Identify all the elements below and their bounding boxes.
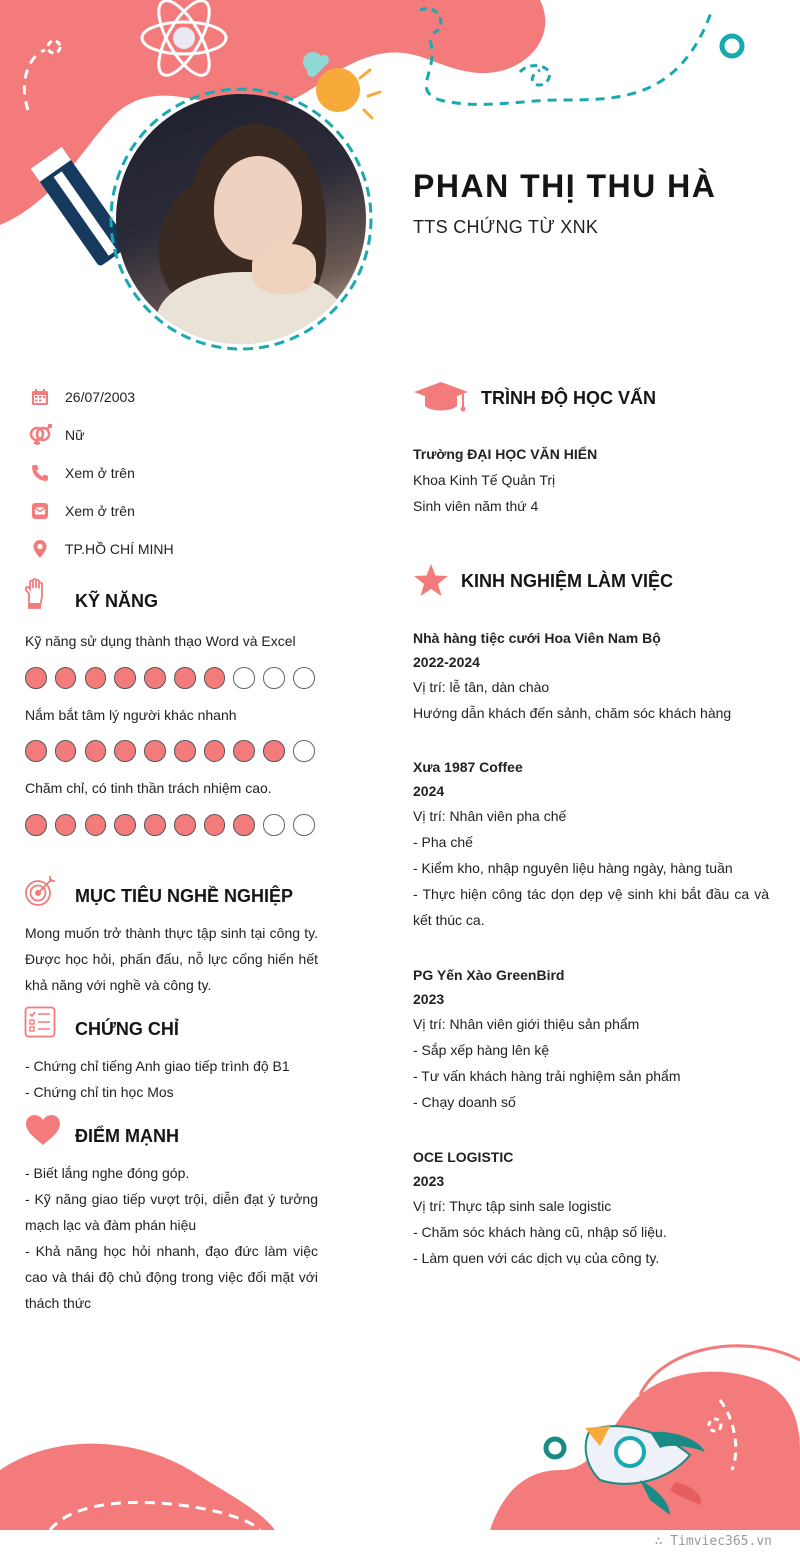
contact-address: TP.HỒ CHÍ MINH [65,541,174,557]
rating-dot-filled [144,814,166,836]
job-period: 2022-2024 [413,654,480,670]
skill-label-3: Chăm chỉ, có tinh thần trách nhiệm cao. [25,780,272,796]
rating-dot-filled [55,667,77,689]
job-line: - Kiểm kho, nhập nguyên liệu hàng ngày, hàng tuần [413,860,733,876]
skills-heading: KỸ NĂNG [75,591,159,611]
gender-icon [28,423,52,447]
rating-dot-filled [114,667,136,689]
rating-dot-filled [25,814,47,836]
job-period: 2024 [413,783,445,799]
rating-dot-filled [204,814,226,836]
rating-dot-filled [204,740,226,762]
certificates-list [25,1053,325,1105]
graduation-cap-icon [413,380,469,419]
contact-row-email [28,498,135,524]
teal-ring-bottom [546,1439,564,1457]
rating-dot-filled [85,814,107,836]
phone-icon [28,461,52,485]
contact-row-phone [28,460,135,486]
rating-dot-filled [233,740,255,762]
rating-dot-filled [144,740,166,762]
education-school: Trường ĐẠI HỌC VĂN HIẾN [413,446,598,462]
job-line: - Chăm sóc khách hàng cũ, nhập số liệu. [413,1224,667,1240]
job-period: 2023 [413,991,445,1007]
job-line: Vị trí: Nhân viên giới thiệu sản phẩm [413,1016,640,1032]
rating-dot-filled [85,740,107,762]
rating-dot-filled [233,814,255,836]
contact-row-gender [28,422,85,448]
objective-heading: MỤC TIÊU NGHỀ NGHIỆP [75,886,294,906]
rating-dot-filled [114,740,136,762]
strength-item: - Biết lắng nghe đóng góp. [25,1165,190,1181]
certificate-item: - Chứng chỉ tiếng Anh giao tiếp trình độ B1 [25,1058,290,1074]
job-line: - Thực hiện công tác dọn dẹp vệ sinh khi bắt đầu ca và kết thúc ca. [413,886,769,928]
job-line: - Làm quen với các dịch vụ của công ty. [413,1250,660,1266]
rating-dot-empty [263,814,285,836]
rating-dot-filled [25,740,47,762]
job-entry-1 [413,626,769,726]
education-year: Sinh viên năm thứ 4 [413,498,539,514]
job-line: Vị trí: Thực tập sinh sale logistic [413,1198,612,1214]
rating-dot-filled [174,814,196,836]
rating-dot-filled [114,814,136,836]
job-line: - Pha chế [413,834,473,850]
candidate-name: PHAN THỊ THU HÀ [413,168,717,204]
skill-label-2: Nắm bắt tâm lý người khác nhanh [25,707,237,723]
rating-dot-empty [233,667,255,689]
candidate-title: TTS CHỨNG TỪ XNK [413,217,599,237]
location-pin-icon [28,537,52,561]
rating-dot-empty [293,667,315,689]
job-entry-4 [413,1145,769,1271]
skill-rating-2 [25,740,315,762]
contact-row-birthdate [28,384,136,410]
star-icon [413,563,449,602]
teal-ring [722,36,742,56]
job-line: Vị trí: lễ tân, dàn chào [413,679,550,695]
job-line: Vị trí: Nhân viên pha chế [413,808,567,824]
site-watermark: ∴ Timviec365.vn [654,1534,772,1549]
contact-gender: Nữ [65,427,85,443]
heart-icon [25,1114,61,1151]
rating-dot-filled [174,667,196,689]
education-details [413,441,597,519]
strengths-list [25,1160,318,1316]
job-entry-3 [413,963,769,1115]
education-faculty: Khoa Kinh Tế Quản Trị [413,472,556,488]
job-line: - Chạy doanh số [413,1094,516,1110]
contact-row-address [28,536,174,562]
job-entry-2 [413,755,769,933]
rating-dot-filled [263,740,285,762]
strength-item: - Kỹ năng giao tiếp vượt trội, diễn đạt ý tưởng mạch lạc và đàm phán hiệu [25,1191,318,1233]
job-line: Hướng dẫn khách đến sảnh, chăm sóc khách hàng [413,705,732,721]
calendar-icon [28,385,52,409]
checklist-icon [24,1006,56,1043]
contact-birthdate: 26/07/2003 [65,389,136,405]
rating-dot-empty [263,667,285,689]
job-company: Xưa 1987 Coffee [413,759,523,775]
job-line: - Tư vấn khách hàng trải nghiệm sản phẩm [413,1068,681,1084]
profile-photo-frame [110,88,372,350]
contact-email: Xem ở trên [65,503,135,519]
job-company: OCE LOGISTIC [413,1149,514,1165]
contact-phone: Xem ở trên [65,465,135,481]
job-line: - Sắp xếp hàng lên kệ [413,1042,550,1058]
strengths-heading: ĐIỂM MẠNH [75,1126,179,1146]
job-period: 2023 [413,1173,445,1189]
profile-photo [116,94,366,344]
education-heading: TRÌNH ĐỘ HỌC VẤN [481,388,656,408]
rating-dot-filled [85,667,107,689]
skill-label-1: Kỹ năng sử dụng thành thạo Word và Excel [25,633,296,649]
skill-rating-3 [25,814,315,836]
hand-icon [24,578,48,615]
rating-dot-filled [144,667,166,689]
email-icon [28,499,52,523]
job-company: PG Yến Xào GreenBird [413,967,565,983]
objective-paragraph: Mong muốn trở thành thực tập sinh tại công ty. Được học hỏi, phấn đấu, nỗ lực cống hiến hết khả năng với nghề và công ty. [25,925,318,993]
rating-dot-filled [204,667,226,689]
rating-dot-empty [293,740,315,762]
rating-dot-filled [174,740,196,762]
strength-item: - Khả năng học hỏi nhanh, đạo đức làm việc cao và thái độ chủ động trong việc đối mặt với thách thức [25,1243,318,1311]
rating-dot-filled [25,667,47,689]
target-icon [24,874,58,913]
rating-dot-empty [293,814,315,836]
objective-text [25,920,318,998]
skill-rating-1 [25,667,315,689]
rating-dot-filled [55,814,77,836]
certificates-heading: CHỨNG CHỈ [75,1019,179,1039]
job-company: Nhà hàng tiệc cưới Hoa Viên Nam Bộ [413,630,661,646]
experience-heading: KINH NGHIỆM LÀM VIỆC [461,571,674,591]
rating-dot-filled [55,740,77,762]
certificate-item: - Chứng chỉ tin học Mos [25,1084,174,1100]
